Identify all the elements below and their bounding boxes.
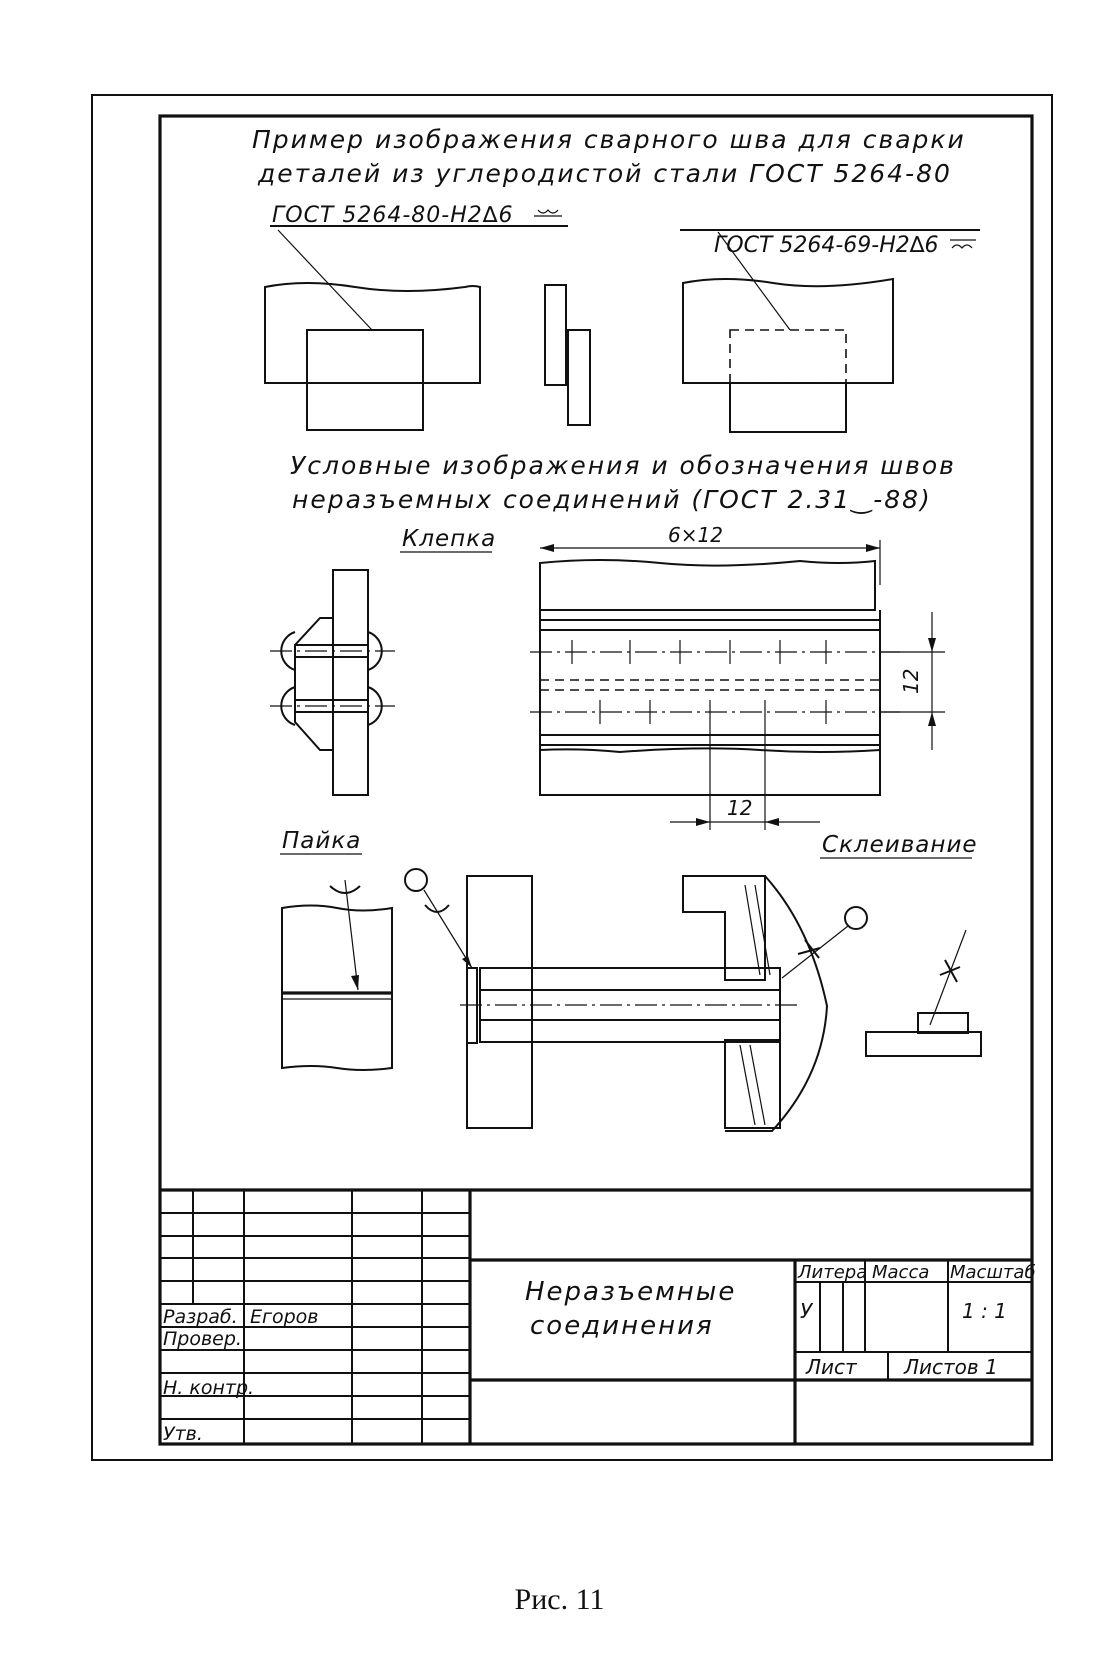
- conventions-line-1: Условные изображения и обозначения швов: [290, 451, 956, 480]
- weld-label-right: ГОСТ 5264-69-Н2∆6: [714, 233, 939, 258]
- appr-role: Утв.: [163, 1423, 203, 1445]
- svg-text:6×12: 6×12: [668, 523, 723, 547]
- heading-line-1: Пример изображения сварного шва для сварки: [252, 125, 966, 154]
- col-scale: Масштаб: [950, 1262, 1036, 1283]
- glue-view: [683, 876, 867, 1131]
- dev-name: Егоров: [250, 1306, 319, 1328]
- dimension-bottom: [670, 796, 820, 826]
- inner-frame: [160, 116, 1032, 1444]
- document-name-1: Неразъемные: [525, 1277, 737, 1307]
- rivet-section: [270, 570, 395, 795]
- solder-title: Пайка: [282, 828, 362, 854]
- scale-value: 1 : 1: [962, 1299, 1007, 1323]
- dimension-top: [540, 523, 880, 585]
- conventions-line-2: неразъемных соединений (ГОСТ 2.31‿-88): [292, 485, 932, 514]
- weld-symbol-right: [950, 240, 976, 248]
- heading-line-2: деталей из углеродистой стали ГОСТ 5264-80: [258, 159, 952, 188]
- dev-role: Разраб.: [163, 1306, 238, 1328]
- col-mass: Масса: [872, 1262, 930, 1283]
- weld-view-left: [265, 230, 480, 430]
- document-name-2: соединения: [530, 1311, 714, 1341]
- sheet-label: Лист: [806, 1355, 857, 1379]
- glue-small-view: [866, 930, 981, 1056]
- soldered-tube-assembly: [405, 869, 800, 1128]
- weld-view-side: [545, 285, 590, 425]
- outer-frame: [92, 95, 1052, 1460]
- svg-text:12: 12: [899, 668, 923, 694]
- weld-symbol-left: [534, 210, 562, 216]
- svg-text:12: 12: [727, 796, 753, 820]
- col-litera: Литера: [798, 1262, 868, 1283]
- figure-caption: Рис. 11: [514, 1583, 605, 1616]
- weld-view-right: [683, 232, 893, 432]
- dimension-right: [880, 612, 945, 750]
- rivet-seam-view: [530, 560, 900, 830]
- solder-view: [282, 880, 392, 1070]
- litera-value: У: [800, 1299, 813, 1323]
- weld-label-left: ГОСТ 5264-80-Н2∆6: [272, 203, 514, 228]
- norm-role: Н. контр.: [163, 1377, 255, 1399]
- glue-title: Склеивание: [822, 832, 978, 858]
- sheets-label: Листов 1: [904, 1355, 998, 1379]
- rivet-title: Клепка: [402, 526, 497, 552]
- check-role: Провер.: [163, 1328, 242, 1350]
